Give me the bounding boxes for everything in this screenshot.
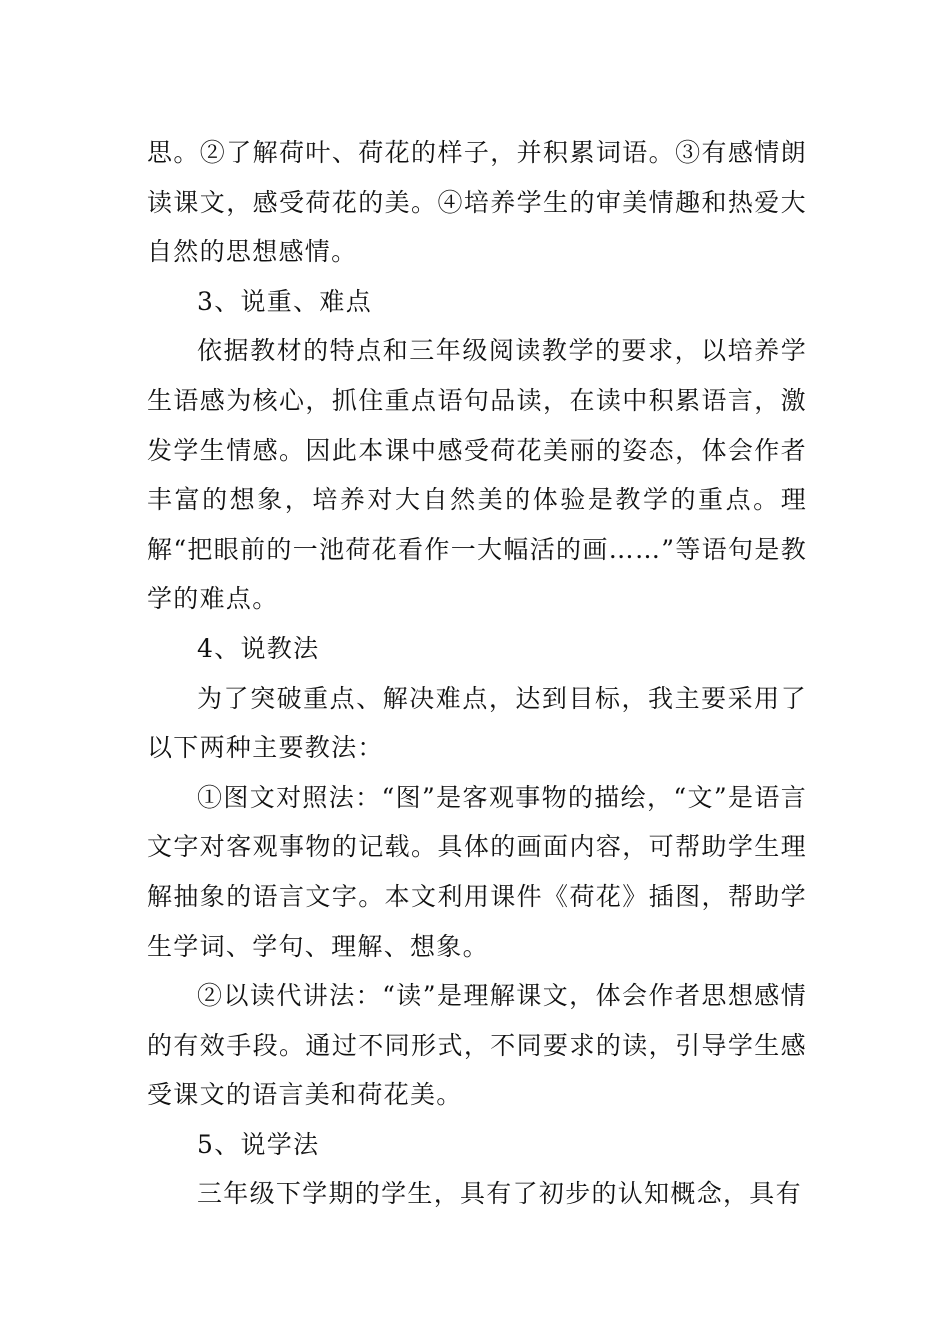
paragraph-teaching-methods-intro: 为了突破重点、解决难点，达到目标，我主要采用了以下两种主要教法： [147,683,807,763]
paragraph-method-reading: ②以读代讲法：“读”是理解课文，体会作者思想感情的有效手段。通过不同形式，不同要求的读，引导学生感受课文的语言美和荷花美。 [147,981,807,1110]
paragraph-learning-methods: 三年级下学期的学生，具有了初步的认知概念，具有 [197,1179,802,1209]
document-page [147,128,807,1219]
heading-learning-methods: 5、说学法 [197,1129,320,1159]
paragraph-method-picture-text: ①图文对照法：“图”是客观事物的描绘，“文”是语言文字对客观事物的记载。具体的画面内容，可帮助学生理解抽象的语言文字。本文利用课件《荷花》插图，帮助学生学词、学句、理解、想象。 [147,782,807,961]
heading-key-difficult-points: 3、说重、难点 [197,286,373,316]
paragraph-objectives-continued: 思。②了解荷叶、荷花的样子，并积累词语。③有感情朗读课文，感受荷花的美。④培养学生的审美情趣和热爱大自然的思想感情。 [147,138,807,267]
paragraph-key-difficult-points: 依据教材的特点和三年级阅读教学的要求，以培养学生语感为核心，抓住重点语句品读，在读中积累语言，激发学生情感。因此本课中感受荷花美丽的姿态，体会作者丰富的想象，培养对大自然美的体验是教学的重点。理解“把眼前的一池荷花看作一大幅活的画……”等语句是教学的难点。 [147,336,807,614]
heading-teaching-methods: 4、说教法 [197,633,320,663]
